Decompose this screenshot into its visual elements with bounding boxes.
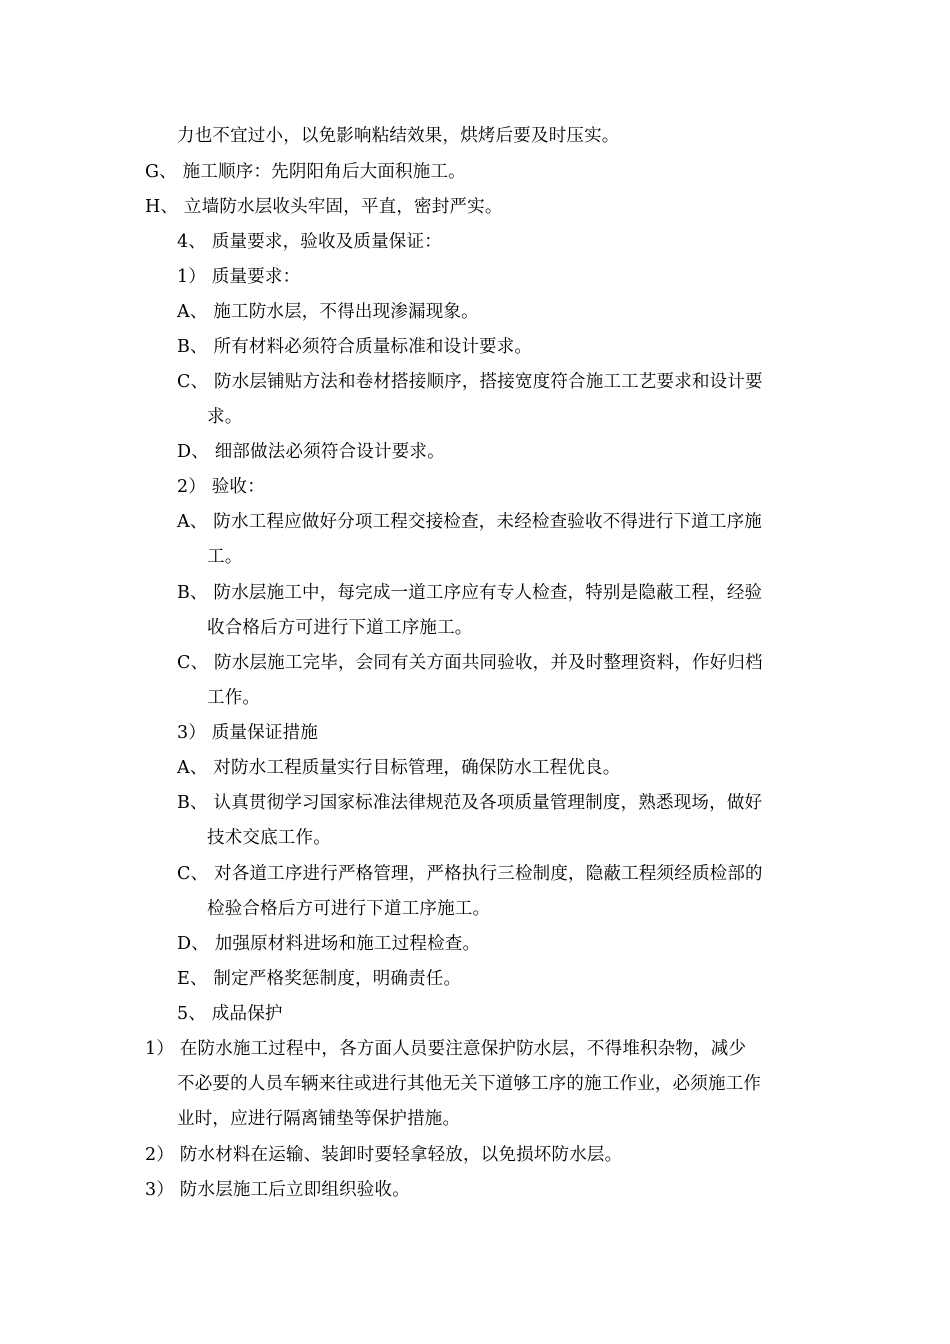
subsection-heading: 2） 验收：: [177, 477, 265, 497]
section-heading: 5、 成品保护: [177, 1004, 283, 1024]
list-item-continuation: 工作。: [207, 688, 261, 708]
list-item: 1） 在防水施工过程中，各方面人员要注意保护防水层，不得堆积杂物，减少: [145, 1039, 747, 1059]
list-item-continuation: 工。: [207, 547, 243, 567]
list-item: D、 细部做法必须符合设计要求。: [177, 442, 445, 462]
list-item-continuation: 收合格后方可进行下道工序施工。: [207, 618, 473, 638]
text-line: H、 立墙防水层收头牢固，平直，密封严实。: [145, 197, 503, 217]
list-item: B、 防水层施工中，每完成一道工序应有专人检查，特别是隐蔽工程，经验: [177, 583, 763, 603]
list-item: 3） 防水层施工后立即组织验收。: [145, 1180, 410, 1200]
list-item: C、 对各道工序进行严格管理，严格执行三检制度，隐蔽工程须经质检部的: [177, 864, 763, 884]
list-item: B、 认真贯彻学习国家标准法律规范及各项质量管理制度，熟悉现场，做好: [177, 793, 763, 813]
list-item: D、 加强原材料进场和施工过程检查。: [177, 934, 481, 954]
list-item: C、 防水层施工完毕，会同有关方面共同验收，并及时整理资料，作好归档: [177, 653, 763, 673]
list-item: 2） 防水材料在运输、装卸时要轻拿轻放，以免损坏防水层。: [145, 1145, 623, 1165]
subsection-heading: 3） 质量保证措施: [177, 723, 318, 743]
text-line: 力也不宜过小，以免影响粘结效果，烘烤后要及时压实。: [177, 126, 620, 146]
list-item-continuation: 不必要的人员车辆来往或进行其他无关下道够工序的施工作业，必须施工作: [177, 1074, 762, 1094]
list-item-continuation: 求。: [207, 407, 243, 427]
text-line: G、 施工顺序：先阴阳角后大面积施工。: [145, 162, 466, 182]
list-item: C、 防水层铺贴方法和卷材搭接顺序，搭接宽度符合施工工艺要求和设计要: [177, 372, 763, 392]
list-item: B、 所有材料必须符合质量标准和设计要求。: [177, 337, 533, 357]
list-item: A、 对防水工程质量实行目标管理，确保防水工程优良。: [177, 758, 621, 778]
section-heading: 4、 质量要求，验收及质量保证：: [177, 232, 442, 252]
subsection-heading: 1） 质量要求：: [177, 267, 301, 287]
list-item: E、 制定严格奖惩制度，明确责任。: [177, 969, 462, 989]
list-item-continuation: 业时，应进行隔离铺垫等保护措施。: [177, 1109, 461, 1129]
list-item-continuation: 技术交底工作。: [207, 828, 331, 848]
list-item: A、 施工防水层，不得出现渗漏现象。: [177, 302, 479, 322]
list-item: A、 防水工程应做好分项工程交接检查，未经检查验收不得进行下道工序施: [177, 512, 762, 532]
list-item-continuation: 检验合格后方可进行下道工序施工。: [207, 899, 491, 919]
